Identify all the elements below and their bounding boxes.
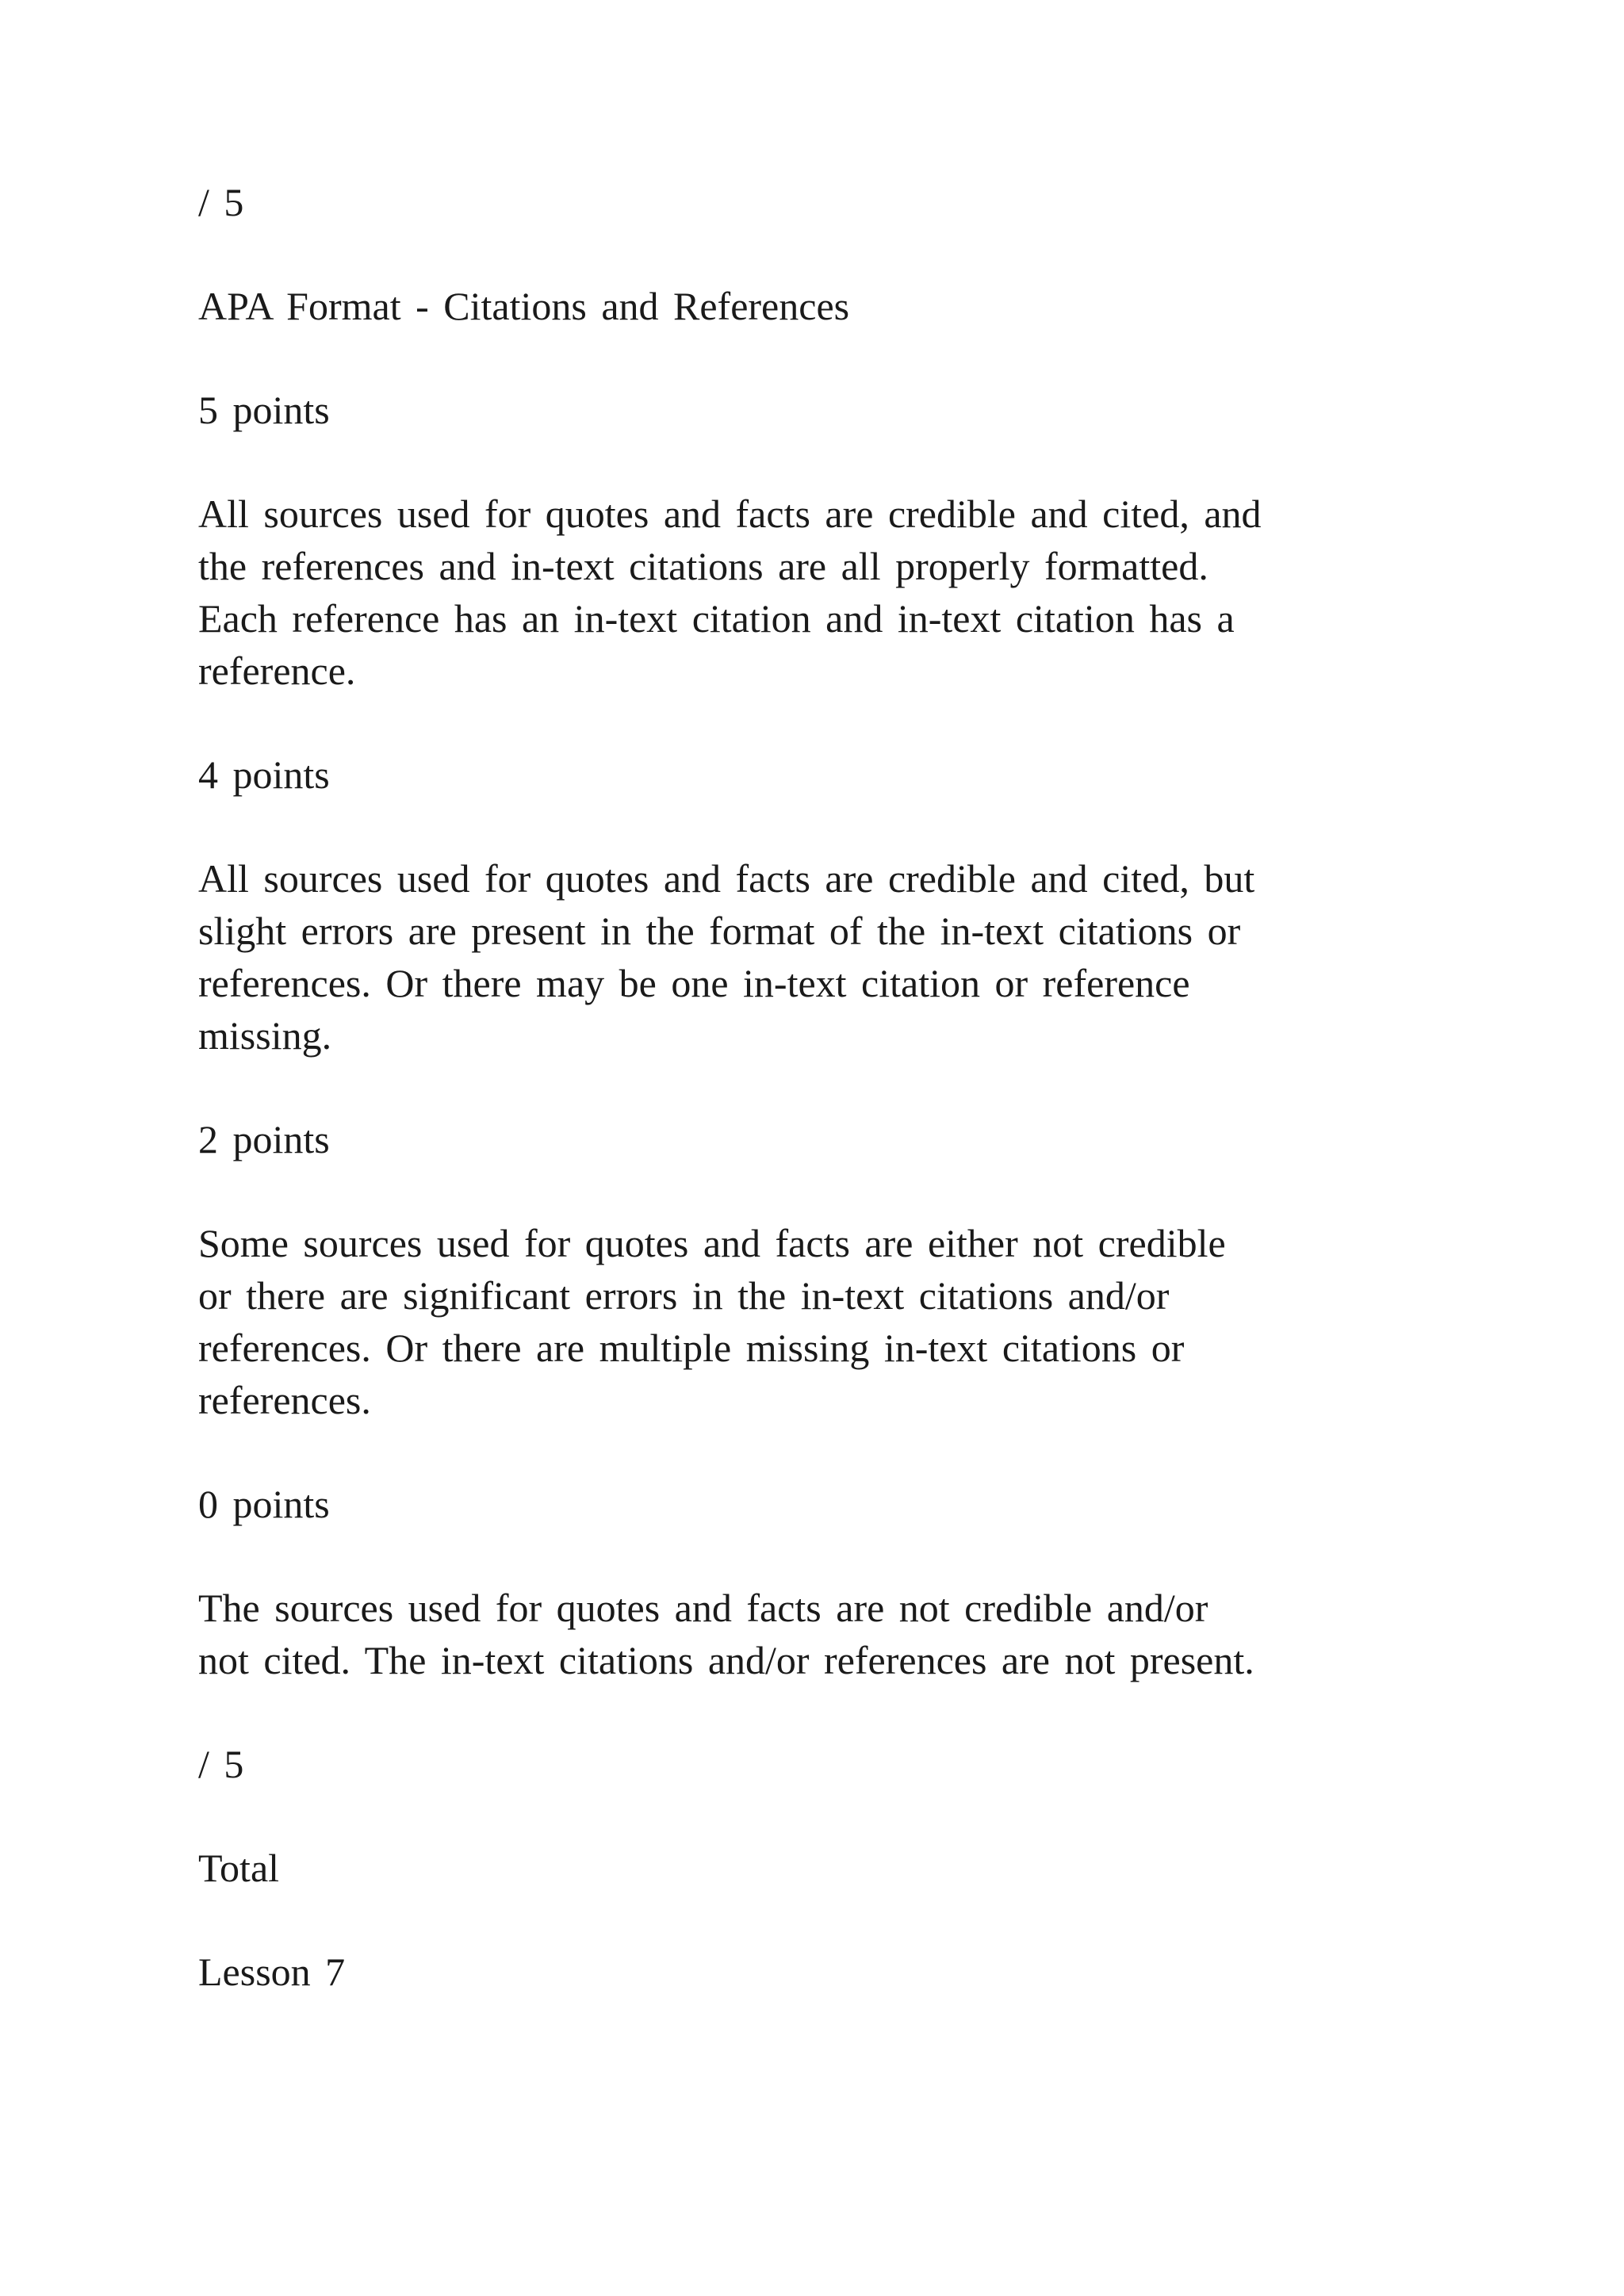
- document-body: [198, 176, 1467, 1998]
- rating-description-5-points: All sources used for quotes and facts are credible and cited, and the references and in-text citations are all properly formatted. Each reference has an in-text citation and in-text citation has a reference.: [198, 492, 1262, 693]
- rating-level-5-points: 5 points: [198, 388, 330, 432]
- rating-level-2-points: 2 points: [198, 1117, 330, 1161]
- rating-level-4-points: 4 points: [198, 752, 330, 797]
- score-placeholder-top: / 5: [198, 180, 244, 224]
- lesson-heading: Lesson 7: [198, 1950, 346, 1994]
- total-label: Total: [198, 1846, 280, 1890]
- criterion-title: APA Format - Citations and References: [198, 284, 850, 328]
- rating-description-4-points: All sources used for quotes and facts are credible and cited, but slight errors are present in the format of the in-text citations or references. Or there may be one in-text citation or reference missing.: [198, 856, 1255, 1058]
- score-placeholder-bottom: / 5: [198, 1742, 244, 1786]
- rating-description-0-points: The sources used for quotes and facts are not credible and/or not cited. The in-text citations and/or references are not present.: [198, 1586, 1254, 1682]
- rating-description-2-points: Some sources used for quotes and facts are either not credible or there are significant errors in the in-text citations and/or references. Or there are multiple missing in-text citations or references.: [198, 1221, 1226, 1422]
- rating-level-0-points: 0 points: [198, 1482, 330, 1526]
